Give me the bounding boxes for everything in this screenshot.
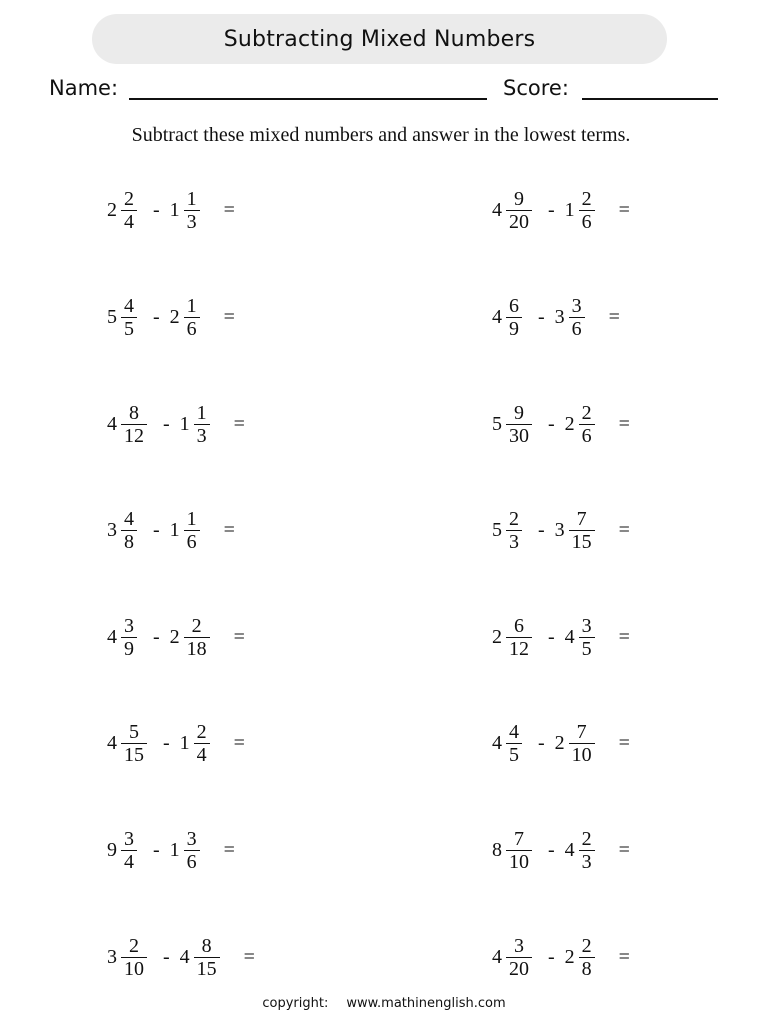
equals-sign: = bbox=[618, 838, 630, 861]
name-label: Name: bbox=[49, 76, 119, 100]
minuend-numerator: 2 bbox=[129, 934, 139, 957]
subtrahend-denominator: 6 bbox=[184, 317, 200, 339]
subtrahend-denominator: 6 bbox=[569, 317, 585, 339]
subtrahend-fraction bbox=[184, 829, 200, 872]
minus-sign: - bbox=[153, 305, 160, 328]
subtrahend-whole: 2 bbox=[564, 412, 575, 435]
minuend-whole: 9 bbox=[107, 838, 117, 861]
minuend-denominator: 5 bbox=[506, 743, 522, 765]
minuend-whole: 4 bbox=[492, 945, 502, 968]
minuend-denominator: 8 bbox=[121, 530, 137, 552]
equals-sign: = bbox=[233, 625, 245, 648]
minus-sign: - bbox=[153, 838, 160, 861]
minuend-fraction bbox=[506, 722, 522, 765]
minuend-whole: 4 bbox=[107, 625, 117, 648]
worksheet-title bbox=[92, 14, 667, 64]
minuend-denominator: 30 bbox=[506, 424, 532, 446]
subtrahend-numerator: 1 bbox=[186, 187, 197, 210]
site-url: www.mathinenglish.com bbox=[346, 996, 506, 1011]
equals-sign: = bbox=[608, 305, 620, 328]
subtrahend-whole: 3 bbox=[554, 518, 565, 541]
minus-sign: - bbox=[538, 731, 545, 754]
subtrahend-fraction bbox=[194, 722, 210, 765]
equals-sign: = bbox=[618, 198, 630, 221]
subtrahend-whole: 2 bbox=[554, 731, 565, 754]
equals-sign: = bbox=[223, 838, 235, 861]
problem-10 bbox=[492, 607, 630, 667]
minuend-whole: 3 bbox=[107, 945, 117, 968]
subtrahend-numerator: 3 bbox=[581, 614, 592, 637]
subtrahend-denominator: 6 bbox=[579, 210, 595, 232]
minuend-numerator: 7 bbox=[514, 827, 524, 850]
minus-sign: - bbox=[153, 518, 160, 541]
problem-2 bbox=[492, 180, 630, 240]
minuend-fraction bbox=[121, 296, 137, 339]
subtrahend-whole: 4 bbox=[564, 625, 575, 648]
footer bbox=[0, 996, 768, 1011]
minuend-fraction bbox=[506, 936, 532, 979]
equals-sign: = bbox=[618, 518, 630, 541]
minuend-numerator: 3 bbox=[124, 827, 134, 850]
minuend-numerator: 4 bbox=[509, 720, 519, 743]
problem-4 bbox=[492, 287, 620, 347]
minus-sign: - bbox=[548, 838, 555, 861]
minus-sign: - bbox=[163, 412, 170, 435]
problem-5 bbox=[107, 394, 245, 454]
subtrahend-fraction bbox=[184, 189, 200, 232]
minuend-fraction bbox=[121, 936, 147, 979]
subtrahend-numerator: 7 bbox=[576, 720, 587, 743]
minus-sign: - bbox=[548, 945, 555, 968]
minuend-fraction bbox=[506, 403, 532, 446]
subtrahend-whole: 2 bbox=[564, 945, 575, 968]
subtrahend-denominator: 15 bbox=[569, 530, 595, 552]
minuend-denominator: 20 bbox=[506, 957, 532, 979]
subtrahend-whole: 1 bbox=[169, 838, 180, 861]
minuend-denominator: 10 bbox=[121, 957, 147, 979]
subtrahend-whole: 1 bbox=[169, 198, 180, 221]
minuend-whole: 5 bbox=[107, 305, 117, 328]
score-label: Score: bbox=[503, 76, 569, 100]
minuend-whole: 3 bbox=[107, 518, 117, 541]
subtrahend-numerator: 1 bbox=[186, 294, 197, 317]
problem-13 bbox=[107, 820, 235, 880]
minuend-numerator: 4 bbox=[124, 507, 134, 530]
minuend-fraction bbox=[121, 722, 147, 765]
subtrahend-whole: 1 bbox=[179, 731, 190, 754]
minuend-numerator: 3 bbox=[124, 614, 134, 637]
subtrahend-whole: 1 bbox=[564, 198, 575, 221]
minuend-fraction bbox=[506, 616, 532, 659]
minuend-denominator: 12 bbox=[121, 424, 147, 446]
subtrahend-denominator: 3 bbox=[194, 424, 210, 446]
minuend-whole: 8 bbox=[492, 838, 502, 861]
minuend-numerator: 9 bbox=[514, 187, 524, 210]
minuend-denominator: 9 bbox=[506, 317, 522, 339]
subtrahend-denominator: 8 bbox=[579, 957, 595, 979]
subtrahend-fraction bbox=[579, 616, 595, 659]
subtrahend-fraction bbox=[569, 296, 585, 339]
minuend-fraction bbox=[506, 296, 522, 339]
minuend-whole: 4 bbox=[492, 198, 502, 221]
subtrahend-whole: 2 bbox=[169, 625, 180, 648]
subtrahend-numerator: 1 bbox=[196, 401, 207, 424]
minuend-fraction bbox=[506, 829, 532, 872]
minus-sign: - bbox=[153, 198, 160, 221]
subtrahend-fraction bbox=[194, 936, 220, 979]
minuend-whole: 4 bbox=[492, 305, 502, 328]
subtrahend-fraction bbox=[579, 829, 595, 872]
problem-3 bbox=[107, 287, 235, 347]
problem-7 bbox=[107, 500, 235, 560]
minuend-fraction bbox=[506, 189, 532, 232]
equals-sign: = bbox=[223, 198, 235, 221]
subtrahend-denominator: 18 bbox=[184, 637, 210, 659]
name-score-row bbox=[0, 72, 768, 106]
subtrahend-numerator: 2 bbox=[581, 401, 592, 424]
subtrahend-fraction bbox=[579, 403, 595, 446]
subtrahend-fraction bbox=[579, 936, 595, 979]
minuend-denominator: 3 bbox=[506, 530, 522, 552]
subtrahend-numerator: 2 bbox=[581, 934, 592, 957]
minuend-fraction bbox=[121, 829, 137, 872]
problem-15 bbox=[107, 927, 255, 987]
minus-sign: - bbox=[548, 412, 555, 435]
minuend-numerator: 4 bbox=[124, 294, 134, 317]
equals-sign: = bbox=[233, 412, 245, 435]
equals-sign: = bbox=[243, 945, 255, 968]
minuend-numerator: 3 bbox=[514, 934, 524, 957]
minuend-denominator: 20 bbox=[506, 210, 532, 232]
title-text: Subtracting Mixed Numbers bbox=[223, 26, 536, 52]
subtrahend-whole: 2 bbox=[169, 305, 180, 328]
minus-sign: - bbox=[548, 625, 555, 648]
minuend-fraction bbox=[121, 189, 137, 232]
minuend-fraction bbox=[506, 509, 522, 552]
minuend-denominator: 4 bbox=[121, 850, 137, 872]
subtrahend-fraction bbox=[569, 722, 595, 765]
subtrahend-fraction bbox=[184, 296, 200, 339]
subtrahend-whole: 4 bbox=[564, 838, 575, 861]
minuend-denominator: 9 bbox=[121, 637, 137, 659]
subtrahend-fraction bbox=[194, 403, 210, 446]
minuend-numerator: 6 bbox=[509, 294, 519, 317]
minuend-denominator: 15 bbox=[121, 743, 147, 765]
subtrahend-numerator: 2 bbox=[581, 827, 592, 850]
subtrahend-denominator: 4 bbox=[194, 743, 210, 765]
minus-sign: - bbox=[163, 731, 170, 754]
problem-16 bbox=[492, 927, 630, 987]
subtrahend-numerator: 8 bbox=[201, 934, 212, 957]
subtrahend-numerator: 3 bbox=[571, 294, 582, 317]
subtrahend-whole: 1 bbox=[179, 412, 190, 435]
subtrahend-numerator: 7 bbox=[576, 507, 587, 530]
problem-11 bbox=[107, 713, 245, 773]
equals-sign: = bbox=[233, 731, 245, 754]
equals-sign: = bbox=[618, 945, 630, 968]
equals-sign: = bbox=[618, 731, 630, 754]
minuend-whole: 5 bbox=[492, 518, 502, 541]
minuend-whole: 4 bbox=[492, 731, 502, 754]
minuend-numerator: 2 bbox=[509, 507, 519, 530]
minuend-numerator: 2 bbox=[124, 187, 134, 210]
problem-14 bbox=[492, 820, 630, 880]
minuend-denominator: 10 bbox=[506, 850, 532, 872]
minus-sign: - bbox=[538, 518, 545, 541]
minuend-whole: 4 bbox=[107, 731, 117, 754]
subtrahend-whole: 4 bbox=[179, 945, 190, 968]
minuend-denominator: 12 bbox=[506, 637, 532, 659]
minus-sign: - bbox=[153, 625, 160, 648]
subtrahend-fraction bbox=[184, 616, 210, 659]
subtrahend-denominator: 3 bbox=[579, 850, 595, 872]
minuend-whole: 2 bbox=[492, 625, 502, 648]
minuend-fraction bbox=[121, 616, 137, 659]
subtrahend-numerator: 3 bbox=[186, 827, 197, 850]
problem-12 bbox=[492, 713, 630, 773]
instructions: Subtract these mixed numbers and answer in the lowest terms. bbox=[131, 124, 631, 146]
subtrahend-numerator: 2 bbox=[196, 720, 207, 743]
minuend-numerator: 5 bbox=[129, 720, 139, 743]
subtrahend-denominator: 6 bbox=[579, 424, 595, 446]
minuend-numerator: 9 bbox=[514, 401, 524, 424]
subtrahend-denominator: 3 bbox=[184, 210, 200, 232]
equals-sign: = bbox=[618, 412, 630, 435]
subtrahend-fraction bbox=[184, 509, 200, 552]
problem-8 bbox=[492, 500, 630, 560]
problem-1 bbox=[107, 180, 235, 240]
subtrahend-whole: 3 bbox=[554, 305, 565, 328]
name-answer-line bbox=[129, 98, 487, 100]
minus-sign: - bbox=[548, 198, 555, 221]
equals-sign: = bbox=[223, 518, 235, 541]
minuend-fraction bbox=[121, 403, 147, 446]
subtrahend-fraction bbox=[579, 189, 595, 232]
minuend-whole: 5 bbox=[492, 412, 502, 435]
subtrahend-numerator: 2 bbox=[581, 187, 592, 210]
subtrahend-numerator: 2 bbox=[191, 614, 202, 637]
minuend-whole: 4 bbox=[107, 412, 117, 435]
subtrahend-denominator: 5 bbox=[579, 637, 595, 659]
subtrahend-fraction bbox=[569, 509, 595, 552]
minuend-numerator: 6 bbox=[514, 614, 524, 637]
equals-sign: = bbox=[223, 305, 235, 328]
minus-sign: - bbox=[538, 305, 545, 328]
subtrahend-numerator: 1 bbox=[186, 507, 197, 530]
subtrahend-denominator: 15 bbox=[194, 957, 220, 979]
copyright-label: copyright: bbox=[262, 996, 329, 1011]
minus-sign: - bbox=[163, 945, 170, 968]
problem-6 bbox=[492, 394, 630, 454]
problem-9 bbox=[107, 607, 245, 667]
equals-sign: = bbox=[618, 625, 630, 648]
score-answer-line bbox=[582, 98, 718, 100]
subtrahend-denominator: 6 bbox=[184, 850, 200, 872]
subtrahend-whole: 1 bbox=[169, 518, 180, 541]
minuend-denominator: 4 bbox=[121, 210, 137, 232]
subtrahend-denominator: 6 bbox=[184, 530, 200, 552]
subtrahend-denominator: 10 bbox=[569, 743, 595, 765]
minuend-numerator: 8 bbox=[129, 401, 139, 424]
minuend-denominator: 5 bbox=[121, 317, 137, 339]
minuend-fraction bbox=[121, 509, 137, 552]
minuend-whole: 2 bbox=[107, 198, 117, 221]
